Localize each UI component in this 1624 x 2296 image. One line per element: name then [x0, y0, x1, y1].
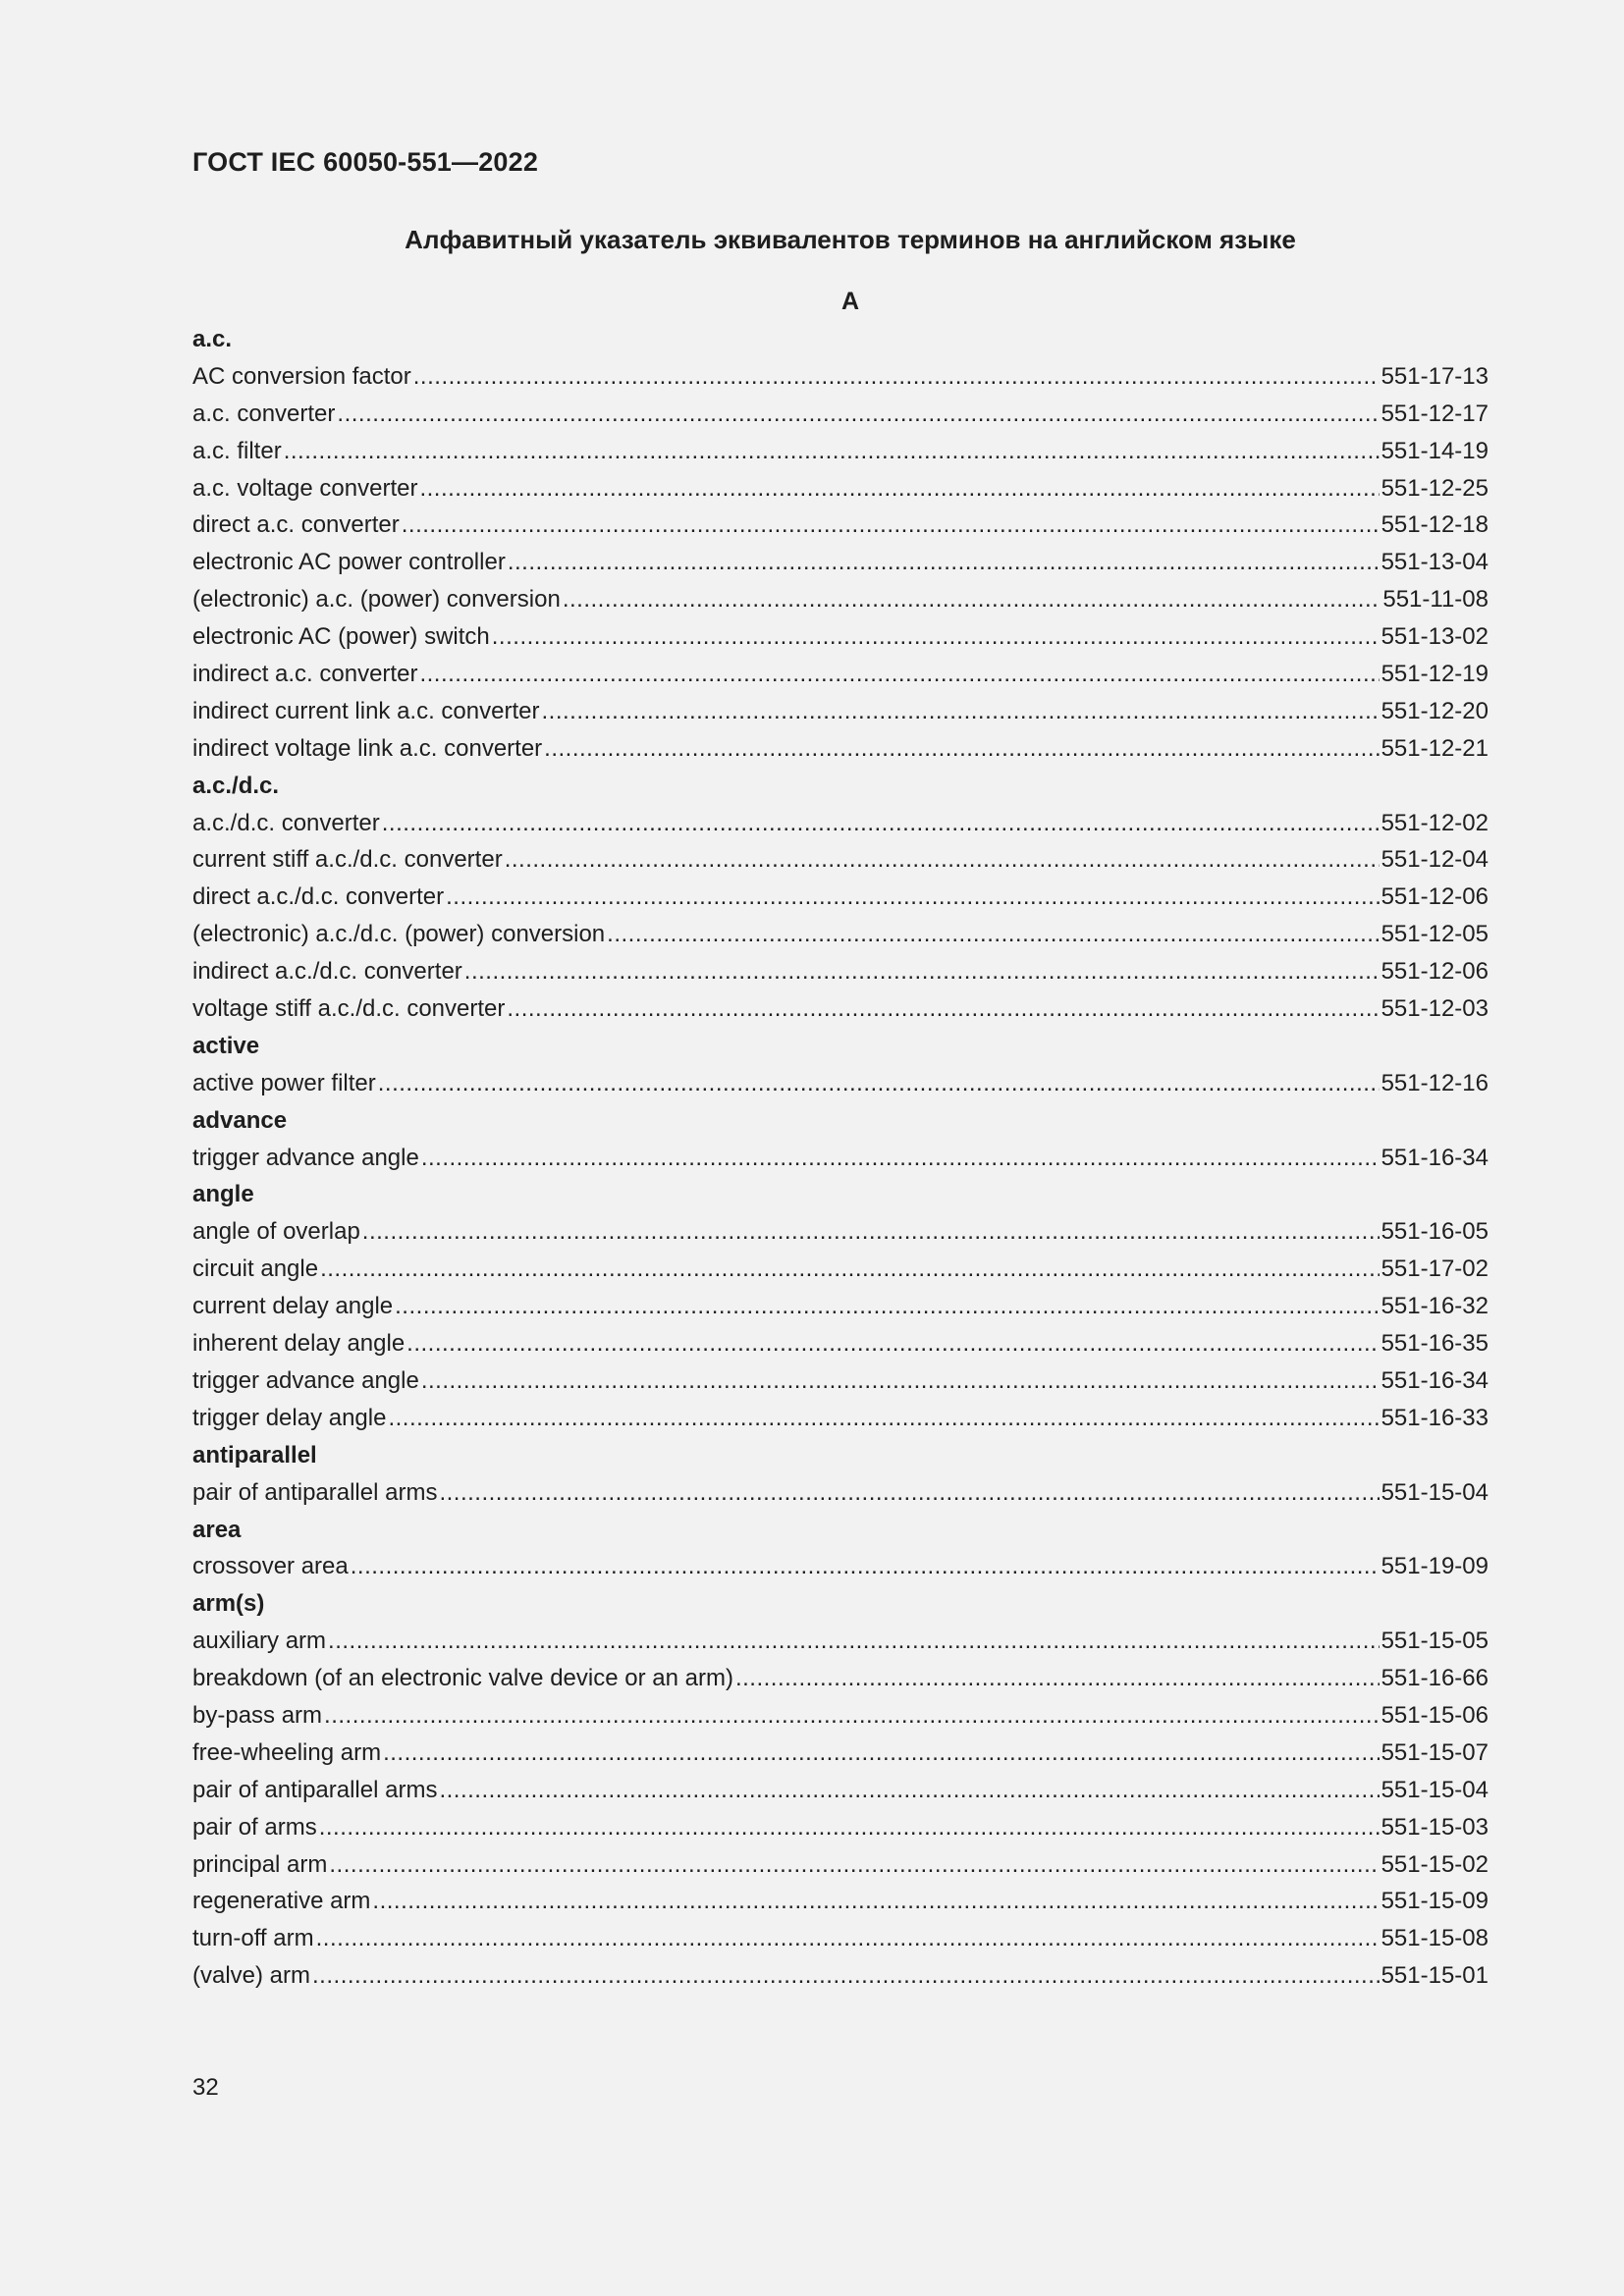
- entry-code: 551-12-02: [1380, 809, 1489, 836]
- entry-term: trigger advance angle: [192, 1144, 419, 1171]
- index-entry: [192, 1772, 1489, 1809]
- dot-leader: [505, 841, 1380, 879]
- index-entry: [192, 841, 1489, 879]
- dot-leader: [541, 693, 1379, 730]
- index-entry: [192, 470, 1489, 507]
- entry-code: 551-12-18: [1380, 511, 1489, 539]
- index-entry: [192, 433, 1489, 470]
- entry-term: indirect voltage link a.c. converter: [192, 734, 543, 762]
- entry-term: a.c. converter: [192, 400, 336, 427]
- entry-term: active power filter: [192, 1069, 376, 1096]
- index-entry: [192, 916, 1489, 953]
- entry-code: 551-13-04: [1380, 549, 1489, 576]
- dot-leader: [439, 1772, 1379, 1809]
- index-group-term: a.c.: [192, 326, 233, 352]
- entry-term: indirect current link a.c. converter: [192, 697, 540, 724]
- dot-leader: [351, 1548, 1380, 1585]
- page-number: 32: [192, 2074, 219, 2101]
- entry-code: 551-15-07: [1380, 1738, 1489, 1766]
- dot-leader: [362, 1213, 1380, 1251]
- dot-leader: [402, 507, 1380, 544]
- entry-term: direct a.c./d.c. converter: [192, 883, 445, 911]
- entry-code: 551-15-04: [1380, 1478, 1489, 1506]
- entry-term: a.c./d.c. converter: [192, 809, 380, 836]
- index-entry: [192, 805, 1489, 842]
- index-entry: [192, 581, 1489, 618]
- dot-leader: [419, 656, 1379, 693]
- index-entry: [192, 730, 1489, 768]
- index-group-term: advance: [192, 1106, 288, 1134]
- index-group-term: a.c./d.c.: [192, 772, 280, 799]
- index-entry: [192, 1251, 1489, 1288]
- index-entry: [192, 693, 1489, 730]
- index-entry: [192, 1957, 1489, 1995]
- entry-code: 551-15-09: [1380, 1888, 1489, 1915]
- entry-code: 551-16-32: [1380, 1293, 1489, 1320]
- index-entry: [192, 1697, 1489, 1735]
- dot-leader: [372, 1883, 1379, 1920]
- entry-term: by-pass arm: [192, 1701, 323, 1729]
- entry-term: pair of antiparallel arms: [192, 1776, 438, 1803]
- dot-leader: [324, 1697, 1380, 1735]
- index-entry: [192, 1809, 1489, 1846]
- index-entry: [192, 1920, 1489, 1957]
- entry-code: 551-12-25: [1380, 474, 1489, 502]
- entry-term: (electronic) a.c. (power) conversion: [192, 586, 561, 614]
- entry-code: 551-16-34: [1380, 1144, 1489, 1171]
- dot-leader: [329, 1846, 1379, 1884]
- entry-code: 551-15-06: [1380, 1701, 1489, 1729]
- index-entry: [192, 1548, 1489, 1585]
- entry-term: breakdown (of an electronic valve device or an arm): [192, 1665, 733, 1692]
- dot-leader: [337, 396, 1379, 433]
- index-entry: [192, 953, 1489, 990]
- entry-term: a.c. filter: [192, 437, 282, 464]
- entry-term: turn-off arm: [192, 1925, 314, 1952]
- entry-term: a.c. voltage converter: [192, 474, 418, 502]
- entry-term: regenerative arm: [192, 1888, 371, 1915]
- entry-term: auxiliary arm: [192, 1628, 327, 1655]
- dot-leader: [383, 1735, 1379, 1772]
- entry-term: current stiff a.c./d.c. converter: [192, 846, 503, 874]
- dot-leader: [320, 1251, 1380, 1288]
- dot-leader: [312, 1957, 1380, 1995]
- entry-term: (electronic) a.c./d.c. (power) conversion: [192, 921, 606, 948]
- entry-code: 551-14-19: [1380, 437, 1489, 464]
- entry-code: 551-12-19: [1380, 661, 1489, 688]
- dot-leader: [382, 805, 1380, 842]
- dot-leader: [421, 1362, 1380, 1400]
- dot-leader: [284, 433, 1380, 470]
- index-group-term: angle: [192, 1181, 254, 1208]
- entry-term: trigger delay angle: [192, 1404, 387, 1431]
- index-entry: [192, 618, 1489, 656]
- index-entry: [192, 990, 1489, 1028]
- entry-term: circuit angle: [192, 1255, 319, 1283]
- entry-term: crossover area: [192, 1553, 349, 1580]
- entry-term: indirect a.c. converter: [192, 661, 418, 688]
- dot-leader: [388, 1400, 1379, 1437]
- index-entry: [192, 396, 1489, 433]
- entry-term: angle of overlap: [192, 1218, 360, 1246]
- index-entry: [192, 1623, 1489, 1660]
- entry-code: 551-12-17: [1380, 400, 1489, 427]
- entry-term: free-wheeling arm: [192, 1738, 382, 1766]
- index-title: Алфавитный указатель эквивалентов терминов на английском языке: [405, 225, 1296, 254]
- index-entry: [192, 1883, 1489, 1920]
- entry-code: 551-16-33: [1380, 1404, 1489, 1431]
- index-entry: [192, 507, 1489, 544]
- dot-leader: [464, 953, 1380, 990]
- index-entry: [192, 1474, 1489, 1512]
- index-entry: [192, 1325, 1489, 1362]
- entry-code: 551-16-66: [1380, 1665, 1489, 1692]
- dot-leader: [508, 544, 1380, 581]
- dot-leader: [563, 581, 1381, 618]
- entry-term: pair of antiparallel arms: [192, 1478, 438, 1506]
- dot-leader: [319, 1809, 1380, 1846]
- entry-term: voltage stiff a.c./d.c. converter: [192, 995, 506, 1023]
- entry-code: 551-12-03: [1380, 995, 1489, 1023]
- entry-term: electronic AC (power) switch: [192, 623, 490, 651]
- entry-term: AC conversion factor: [192, 362, 411, 390]
- entry-term: electronic AC power controller: [192, 549, 506, 576]
- dot-leader: [507, 990, 1379, 1028]
- dot-leader: [439, 1474, 1379, 1512]
- index-entry: [192, 1362, 1489, 1400]
- dot-leader: [544, 730, 1379, 768]
- term-index: [192, 321, 1489, 1995]
- dot-leader: [378, 1065, 1380, 1102]
- index-group-term: active: [192, 1032, 260, 1059]
- dot-leader: [413, 358, 1380, 396]
- index-entry: [192, 1213, 1489, 1251]
- dot-leader: [421, 1140, 1380, 1177]
- document-header: ГОСТ IEC 60050-551—2022: [192, 147, 539, 177]
- entry-code: 551-15-03: [1380, 1813, 1489, 1841]
- entry-code: 551-15-05: [1380, 1628, 1489, 1655]
- entry-code: 551-12-05: [1380, 921, 1489, 948]
- dot-leader: [492, 618, 1380, 656]
- dot-leader: [735, 1660, 1380, 1697]
- entry-code: 551-16-05: [1380, 1218, 1489, 1246]
- dot-leader: [406, 1325, 1379, 1362]
- entry-code: 551-11-08: [1382, 586, 1489, 614]
- index-entry: [192, 1660, 1489, 1697]
- dot-leader: [446, 879, 1379, 916]
- entry-term: principal arm: [192, 1850, 328, 1878]
- entry-code: 551-12-16: [1380, 1069, 1489, 1096]
- entry-term: inherent delay angle: [192, 1330, 406, 1358]
- entry-term: (valve) arm: [192, 1962, 311, 1990]
- entry-code: 551-15-08: [1380, 1925, 1489, 1952]
- entry-code: 551-17-02: [1380, 1255, 1489, 1283]
- index-group-term: area: [192, 1516, 242, 1543]
- index-entry: [192, 879, 1489, 916]
- index-entry: [192, 358, 1489, 396]
- entry-term: indirect a.c./d.c. converter: [192, 958, 462, 986]
- index-entry: [192, 1846, 1489, 1884]
- dot-leader: [607, 916, 1379, 953]
- entry-code: 551-15-02: [1380, 1850, 1489, 1878]
- index-entry: [192, 544, 1489, 581]
- entry-code: 551-19-09: [1380, 1553, 1489, 1580]
- index-entry: [192, 1735, 1489, 1772]
- dot-leader: [395, 1288, 1379, 1325]
- entry-code: 551-12-06: [1380, 883, 1489, 911]
- entry-code: 551-12-04: [1380, 846, 1489, 874]
- index-entry: [192, 656, 1489, 693]
- index-group-term: arm(s): [192, 1590, 265, 1618]
- entry-code: 551-16-35: [1380, 1330, 1489, 1358]
- index-entry: [192, 1140, 1489, 1177]
- entry-code: 551-15-01: [1380, 1962, 1489, 1990]
- entry-code: 551-12-06: [1380, 958, 1489, 986]
- entry-term: trigger advance angle: [192, 1366, 419, 1394]
- index-entry: [192, 1400, 1489, 1437]
- index-group-term: antiparallel: [192, 1441, 317, 1468]
- entry-code: 551-12-20: [1380, 697, 1489, 724]
- index-entry: [192, 1065, 1489, 1102]
- entry-code: 551-16-34: [1380, 1366, 1489, 1394]
- dot-leader: [328, 1623, 1380, 1660]
- index-entry: [192, 1288, 1489, 1325]
- entry-code: 551-12-21: [1380, 734, 1489, 762]
- entry-term: direct a.c. converter: [192, 511, 400, 539]
- letter-heading: A: [840, 288, 860, 315]
- entry-term: current delay angle: [192, 1293, 394, 1320]
- entry-code: 551-17-13: [1380, 362, 1489, 390]
- dot-leader: [316, 1920, 1380, 1957]
- entry-code: 551-13-02: [1380, 623, 1489, 651]
- entry-term: pair of arms: [192, 1813, 317, 1841]
- entry-code: 551-15-04: [1380, 1776, 1489, 1803]
- dot-leader: [419, 470, 1379, 507]
